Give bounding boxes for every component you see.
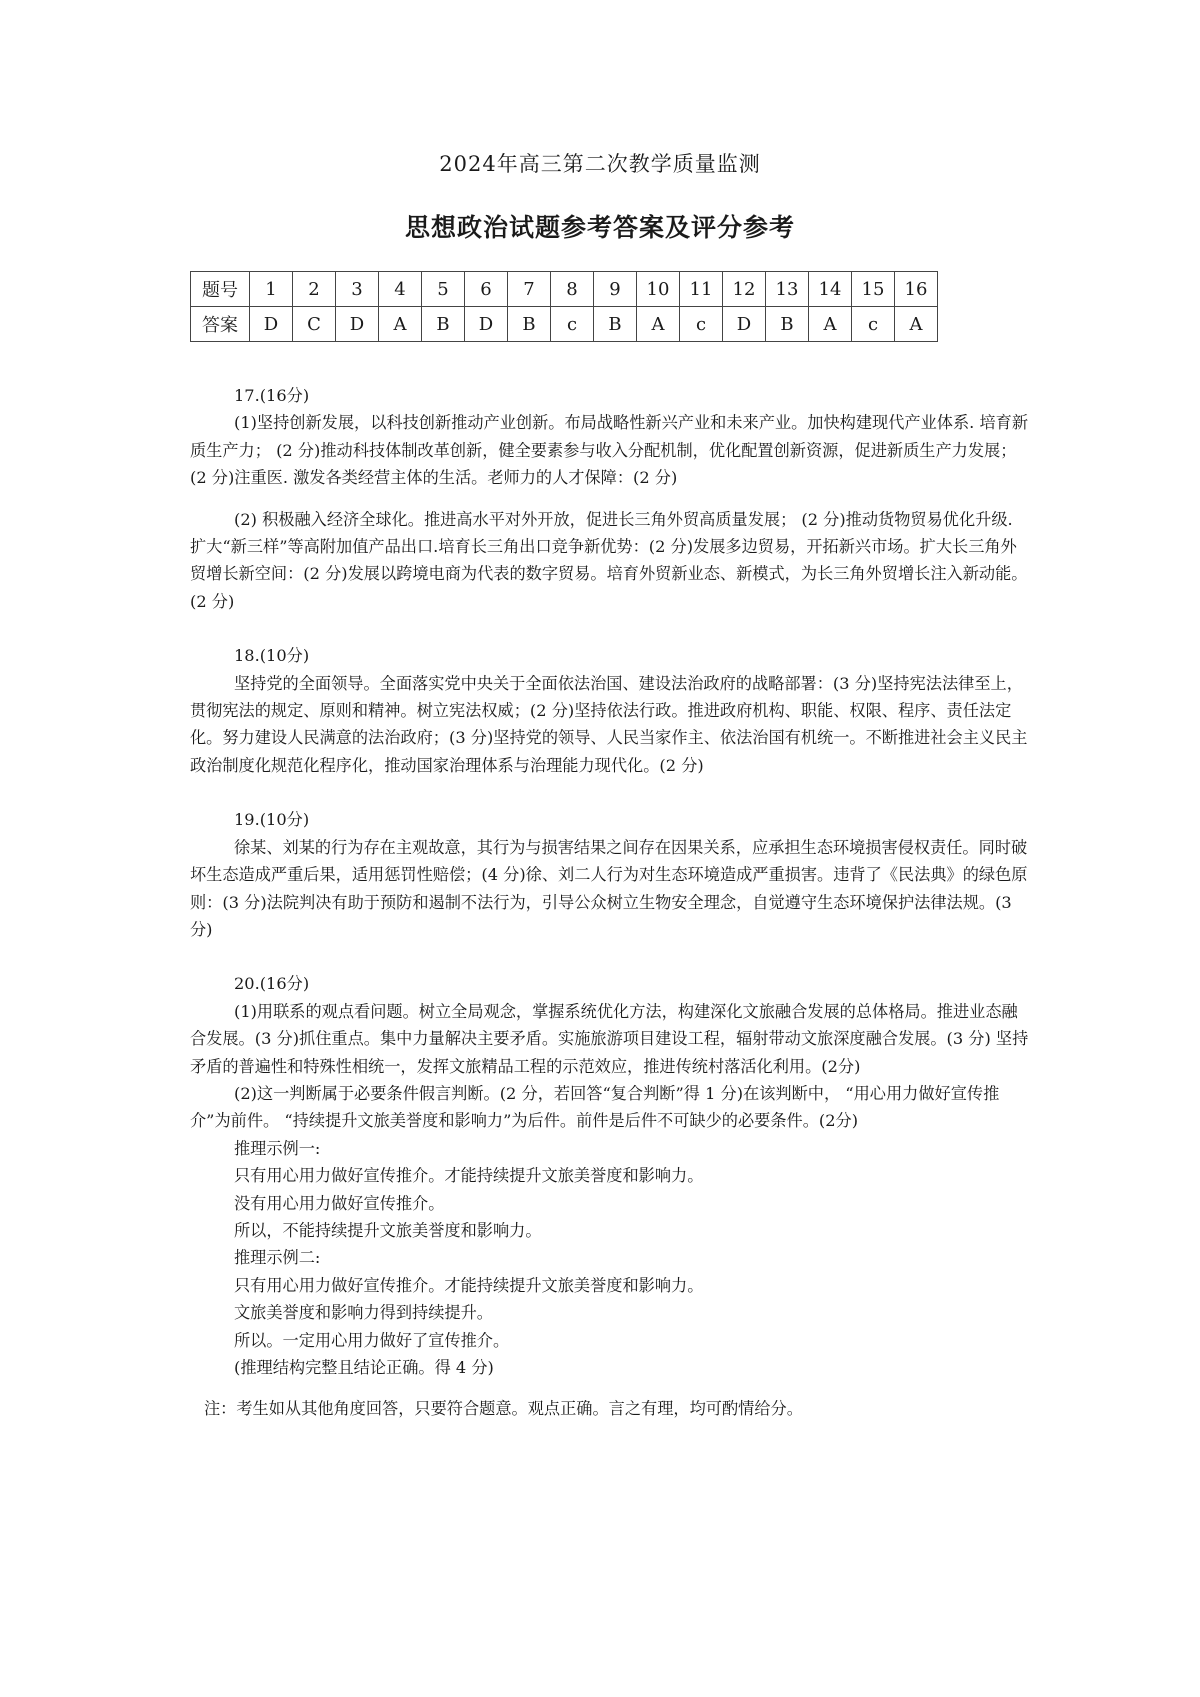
answer-cell: B: [508, 307, 551, 342]
example2-title: 推理示例二:: [234, 1248, 321, 1268]
exam-title: 2024年高三第二次教学质量监测: [439, 152, 761, 176]
q19-heading: 19.(10分): [234, 810, 310, 830]
q19-answer: 徐某、刘某的行为存在主观故意，其行为与损害结果之间存在因果关系，应承担生态环境损害侵权责任。同时破坏生态造成严重后果，适用惩罚性赔偿；(4 分)徐、刘二人行为对生态环境造成严重损害。违背了《民法典》的绿色原则：(3 分)法院判决有助于预防和遏制不法行为，引导公众树立生物安全理念，自觉遵守生态环境保护法律法规。(3 分): [190, 837, 1028, 939]
answer-cell: A: [895, 307, 938, 342]
example1-line2: 没有用心用力做好宣传推介。: [234, 1193, 445, 1213]
question-number-cell: 11: [680, 272, 723, 307]
example-scoring: (推理结构完整且结论正确。得 4 分): [234, 1358, 494, 1377]
answer-cell: A: [379, 307, 422, 342]
row-label-number: 题号: [191, 272, 250, 307]
example1-line1: 只有用心用力做好宣传推介。才能持续提升文旅美誉度和影响力。: [234, 1166, 704, 1186]
question-number-cell: 12: [723, 272, 766, 307]
q20-part2: (2)这一判断属于必要条件假言判断。(2 分，若回答“复合判断”得 1 分)在该判断中， “用心用力做好宣传推介”为前件。 “持续提升文旅美誉度和影响力”为后件。前件是后件不可缺少的必要条件。(2分): [190, 1083, 1000, 1131]
example2-line3: 所以。一定用心用力做好了宣传推介。: [234, 1330, 510, 1350]
document-subtitle: 思想政治试题参考答案及评分参考: [404, 213, 795, 242]
question-number-cell: 2: [293, 272, 336, 307]
grading-note: 注：考生如从其他角度回答，只要符合题意。观点正确。言之有理，均可酌情给分。: [204, 1399, 803, 1419]
question-number-cell: 3: [336, 272, 379, 307]
example2-line1: 只有用心用力做好宣传推介。才能持续提升文旅美誉度和影响力。: [234, 1275, 704, 1295]
question-number-cell: 9: [594, 272, 637, 307]
answer-cell: D: [723, 307, 766, 342]
question-number-cell: 8: [551, 272, 594, 307]
q18-heading: 18.(10分): [234, 646, 310, 666]
example1-title: 推理示例一:: [234, 1138, 321, 1158]
answer-cell: D: [336, 307, 379, 342]
q17-heading: 17.(16分): [234, 386, 310, 405]
answer-cell: A: [809, 307, 852, 342]
q20-part1: (1)用联系的观点看问题。树立全局观念，掌握系统优化方法，构建深化文旅融合发展的总体格局。推进业态融合发展。(3 分)抓住重点。集中力量解决主要矛盾。实施旅游项目建设工程，辐射带动文旅深度融合发展。(3 分) 坚持矛盾的普遍性和特殊性相统一，发挥文旅精品工程的示范效应，推进传统村落活化利用。(2分): [190, 1001, 1029, 1076]
answer-cell: D: [465, 307, 508, 342]
answer-cell: c: [551, 307, 594, 342]
answer-cell: c: [680, 307, 723, 342]
q20-heading: 20.(16分): [234, 974, 310, 994]
question-number-cell: 15: [852, 272, 895, 307]
answer-row: [191, 307, 938, 342]
answer-cell: c: [852, 307, 895, 342]
question-number-cell: 7: [508, 272, 551, 307]
question-number-row: [191, 272, 938, 307]
question-number-cell: 4: [379, 272, 422, 307]
example1-line3: 所以，不能持续提升文旅美誉度和影响力。: [234, 1220, 542, 1240]
example2-line2: 文旅美誉度和影响力得到持续提升。: [234, 1303, 493, 1323]
question-number-cell: 10: [637, 272, 680, 307]
answer-cell: B: [594, 307, 637, 342]
answer-body: [190, 382, 1032, 1423]
question-number-cell: 16: [895, 272, 938, 307]
question-number-cell: 1: [250, 272, 293, 307]
question-number-cell: 14: [809, 272, 852, 307]
question-number-cell: 13: [766, 272, 809, 307]
q17-part1: (1)坚持创新发展，以科技创新推动产业创新。布局战略性新兴产业和未来产业。加快构建现代产业体系. 培育新质生产力； (2 分)推动科技体制改革创新，健全要素参与收入分配机制，优化配置创新资源，促进新质生产力发展； (2 分)注重医. 激发各类经营主体的生活。老师力的人才保障：(2 分): [190, 413, 1029, 488]
q18-answer: 坚持党的全面领导。全面落实党中央关于全面依法治国、建设法治政府的战略部署：(3 分)坚持宪法法律至上，贯彻宪法的规定、原则和精神。树立宪法权威；(2 分)坚持依法行政。推进政府机构、职能、权限、程序、责任法定化。努力建设人民满意的法治政府；(3 分)坚持党的领导、人民当家作主、依法治国有机统一。不断推进社会主义民主政治制度化规范化程序化，推动国家治理体系与治理能力现代化。(2 分): [190, 673, 1028, 775]
answer-cell: B: [422, 307, 465, 342]
answer-cell: C: [293, 307, 336, 342]
answer-cell: A: [637, 307, 680, 342]
answer-table: [190, 271, 938, 342]
answer-cell: B: [766, 307, 809, 342]
answer-cell: D: [250, 307, 293, 342]
row-label-answer: 答案: [191, 307, 250, 342]
q17-part2: (2) 积极融入经济全球化。推进高水平对外开放，促进长三角外贸高质量发展； (2 分)推动货物贸易优化升级. 扩大“新三样”等高附加值产品出口.培育长三角出口竞争新优势：(2 分)发展多边贸易，开拓新兴市场。扩大长三角外贸增长新空间：(2 分)发展以跨境电商为代表的数字贸易。培育外贸新业态、新模式，为长三角外贸增长注入新动能。(2 分): [190, 509, 1028, 611]
question-number-cell: 5: [422, 272, 465, 307]
question-number-cell: 6: [465, 272, 508, 307]
